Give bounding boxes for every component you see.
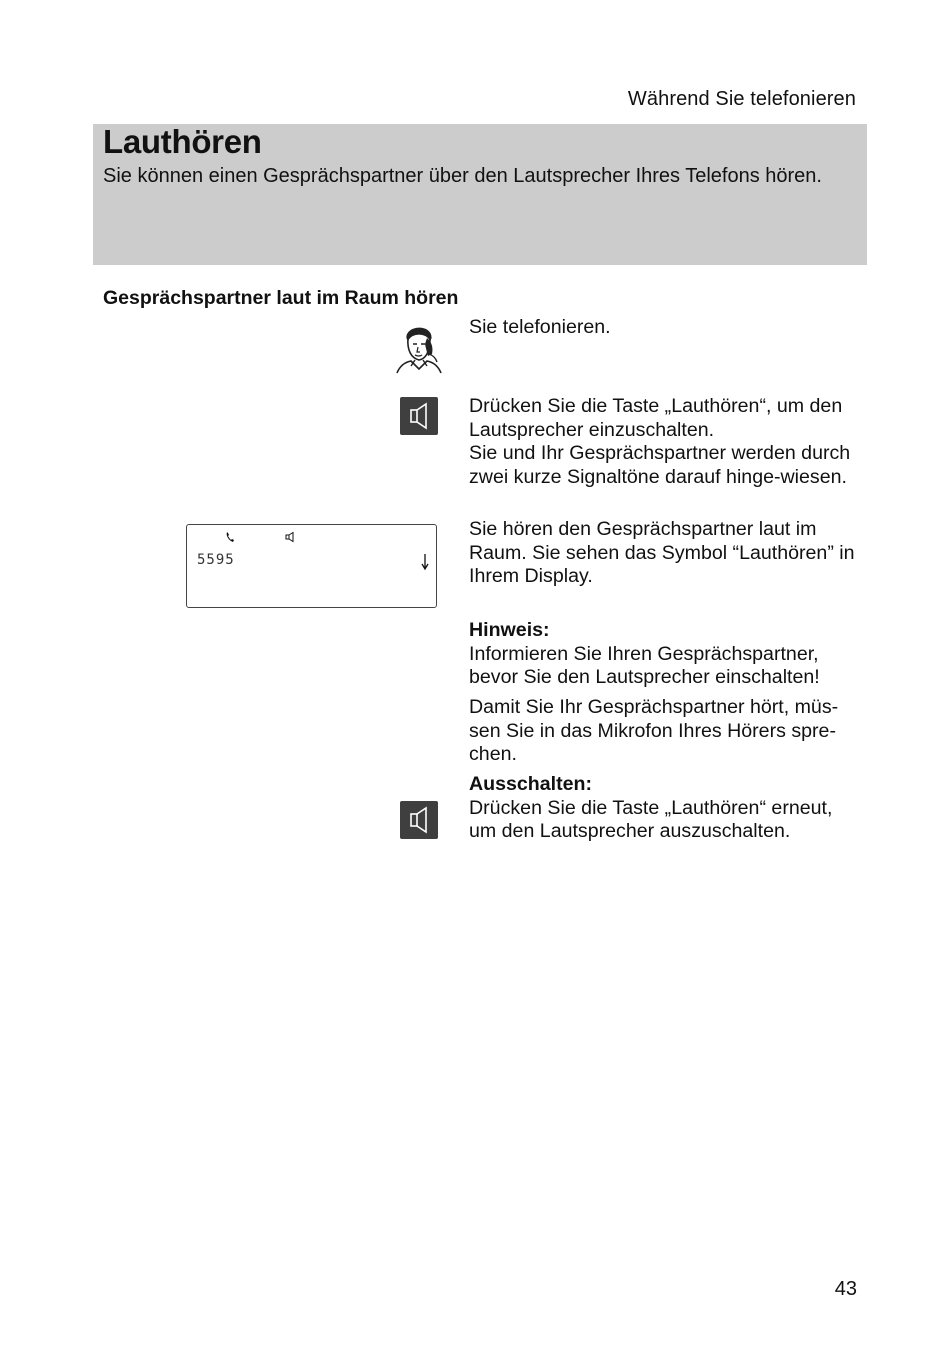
switch-off-block (469, 773, 864, 844)
switch-off-text: Drücken Sie die Taste „Lauthören“ erneut, um den Lautsprecher auszuschalten. (469, 796, 833, 842)
display-number: 5595 (197, 552, 235, 568)
speaker-key-icon (400, 397, 438, 435)
step-press-key: Drücken Sie die Taste „Lauthören“, um den Lautsprecher einzuschalten. (469, 395, 843, 441)
speaker-icon (285, 531, 295, 543)
step-hear-loud: Sie hören den Gesprächspartner laut im Raum. Sie sehen das Symbol “Lauthören” in Ihrem Display. (469, 518, 855, 587)
note-label: Hinweis: (469, 619, 550, 641)
speaker-key-icon (400, 801, 438, 839)
step-on-call: Sie telefonieren. (469, 316, 611, 338)
arrow-down-icon (420, 553, 430, 571)
page-number: 43 (834, 1278, 857, 1300)
step-signal-tones: Sie und Ihr Gesprächspartner werden durch zwei kurze Signaltöne darauf hinge-wiesen. (469, 442, 851, 488)
person-on-phone-icon (393, 320, 445, 374)
phone-display (186, 524, 437, 608)
handset-icon (225, 531, 235, 543)
note-text: Informieren Sie Ihren Gesprächspartner, bevor Sie den Lautsprecher einschalten! (469, 642, 820, 688)
note-text-2: Damit Sie Ihr Gesprächspartner hört, müs-sen Sie in das Mikrofon Ihres Hörers spre-chen. (469, 696, 839, 765)
section-heading: Gesprächspartner laut im Raum hören (103, 287, 459, 309)
switch-off-label: Ausschalten: (469, 773, 593, 795)
page-title: Lauthören (103, 123, 262, 160)
running-header: Während Sie telefonieren (627, 88, 856, 110)
note-block (469, 619, 864, 690)
intro-text: Sie können einen Gesprächspartner über den Lautsprecher Ihres Telefons hören. (103, 165, 822, 187)
